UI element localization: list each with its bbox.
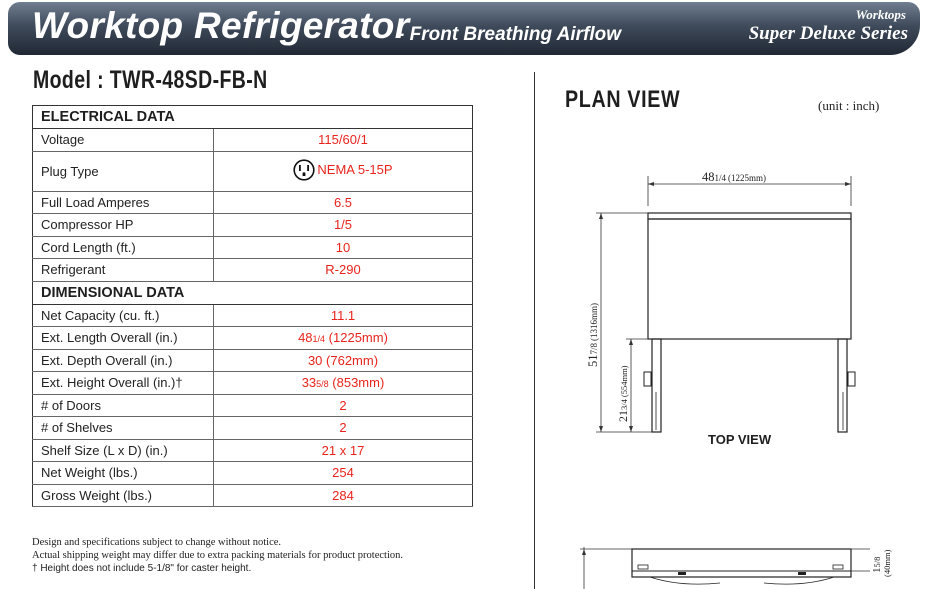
- spec-value: 21 x 17: [214, 439, 473, 462]
- spec-label: Refrigerant: [33, 259, 214, 282]
- value-rest: (853mm): [328, 375, 385, 391]
- note-line: † Height does not include 5-1/8" for caster height.: [32, 563, 252, 574]
- value-rest: (1225mm): [325, 330, 388, 346]
- width-dimension: [648, 170, 851, 206]
- spec-value: [214, 372, 473, 395]
- note-line: Actual shipping weight may differ due to extra packing materials for product protection.: [32, 549, 403, 561]
- spec-row: [33, 484, 473, 507]
- spec-row: [33, 327, 473, 350]
- spec-row: [33, 462, 473, 485]
- value-whole: 33: [301, 375, 317, 391]
- spec-value: R-290: [214, 259, 473, 282]
- spec-label: Cord Length (ft.): [33, 236, 214, 259]
- spec-table: [32, 105, 473, 507]
- spec-label: Gross Weight (lbs.): [33, 484, 214, 507]
- spec-value: 2: [214, 394, 473, 417]
- nema-plug-icon: [293, 159, 315, 181]
- spec-value: 30 (762mm): [214, 349, 473, 372]
- front-view-drawing: [540, 535, 920, 589]
- series-category: Worktops: [855, 7, 906, 22]
- dim-mm: (1316mm): [589, 302, 599, 341]
- value-whole: 48: [298, 330, 313, 346]
- spec-value: 2: [214, 417, 473, 440]
- dim-whole: 21: [616, 410, 630, 422]
- spec-value: 284: [214, 484, 473, 507]
- spec-value: [214, 151, 473, 191]
- value-fraction: 1/4: [312, 334, 326, 345]
- note-line: Design and specifications subject to change without notice.: [32, 537, 282, 548]
- spec-value: 10: [214, 236, 473, 259]
- spec-label: Compressor HP: [33, 214, 214, 237]
- spec-row: [33, 191, 473, 214]
- spec-value: 11.1: [214, 304, 473, 327]
- unit-label: (unit : inch): [818, 98, 880, 113]
- spec-value: 115/60/1: [214, 129, 473, 152]
- spec-label: # of Doors: [33, 394, 214, 417]
- spec-row: [33, 439, 473, 462]
- spec-value: [214, 327, 473, 350]
- dim-mm: (554mm): [619, 365, 629, 398]
- electrical-section-header: [33, 106, 473, 129]
- spec-label: Ext. Length Overall (in.): [33, 327, 214, 350]
- dimensional-section-header: [33, 281, 473, 304]
- spec-row: [33, 214, 473, 237]
- spec-row: [33, 259, 473, 282]
- spec-value: 254: [214, 462, 473, 485]
- spec-label: Net Weight (lbs.): [33, 462, 214, 485]
- top-view-drawing: [540, 160, 920, 450]
- dim-frac: 1/4: [714, 173, 727, 183]
- spec-row: [33, 304, 473, 327]
- dim-frac: 3/4: [619, 399, 629, 410]
- svg-text:481/4(1225mm): [702, 170, 766, 184]
- spec-label: Plug Type: [33, 151, 214, 191]
- svg-text:213/4(554mm): [616, 365, 630, 422]
- spec-row: [33, 129, 473, 152]
- spec-row: [33, 236, 473, 259]
- top-view-label: TOP VIEW: [708, 432, 772, 447]
- front-unit-outline: [580, 547, 870, 589]
- plug-value-wrap: [293, 159, 392, 181]
- header-banner: [8, 2, 920, 55]
- spec-row: [33, 151, 473, 191]
- dim-frac: 7/8: [589, 342, 599, 355]
- spec-label: Ext. Depth Overall (in.): [33, 349, 214, 372]
- spec-row: [33, 417, 473, 440]
- spec-row: [33, 394, 473, 417]
- product-subtitle: - Front Breathing Airflow: [398, 24, 622, 45]
- spec-label: Net Capacity (cu. ft.): [33, 304, 214, 327]
- plug-type-text: NEMA 5-15P: [317, 162, 393, 177]
- model-heading: Model : TWR-48SD-FB-N: [33, 66, 268, 94]
- dim-whole: 1: [871, 567, 883, 573]
- plan-view-title: PLAN VIEW: [565, 86, 681, 113]
- spec-label: Ext. Height Overall (in.)†: [33, 372, 214, 395]
- column-divider: [534, 72, 535, 589]
- dim-frac: 5/8: [872, 556, 882, 568]
- spec-value: 6.5: [214, 191, 473, 214]
- door-dimension: [616, 339, 648, 432]
- value-fraction: 5/8: [316, 379, 329, 390]
- spec-label: # of Shelves: [33, 417, 214, 440]
- dim-mm: (1225mm): [728, 173, 767, 183]
- spec-row: [33, 372, 473, 395]
- section-title: DIMENSIONAL DATA: [33, 281, 473, 304]
- unit-outline: [644, 213, 855, 432]
- section-title: ELECTRICAL DATA: [33, 106, 473, 129]
- spec-label: Full Load Amperes: [33, 191, 214, 214]
- product-title: Worktop Refrigerator: [32, 5, 410, 46]
- spec-value: 1/5: [214, 214, 473, 237]
- spec-row: [33, 349, 473, 372]
- dim-whole: 51: [586, 354, 600, 367]
- spec-label: Shelf Size (L x D) (in.): [33, 439, 214, 462]
- dim-whole: 48: [702, 170, 715, 184]
- footnotes: [32, 537, 403, 576]
- svg-text:517/8(1316mm): [586, 303, 600, 367]
- spec-label: Voltage: [33, 129, 214, 152]
- series-name: Super Deluxe Series: [748, 23, 908, 44]
- lower-dim-mm: (40mm): [882, 549, 892, 577]
